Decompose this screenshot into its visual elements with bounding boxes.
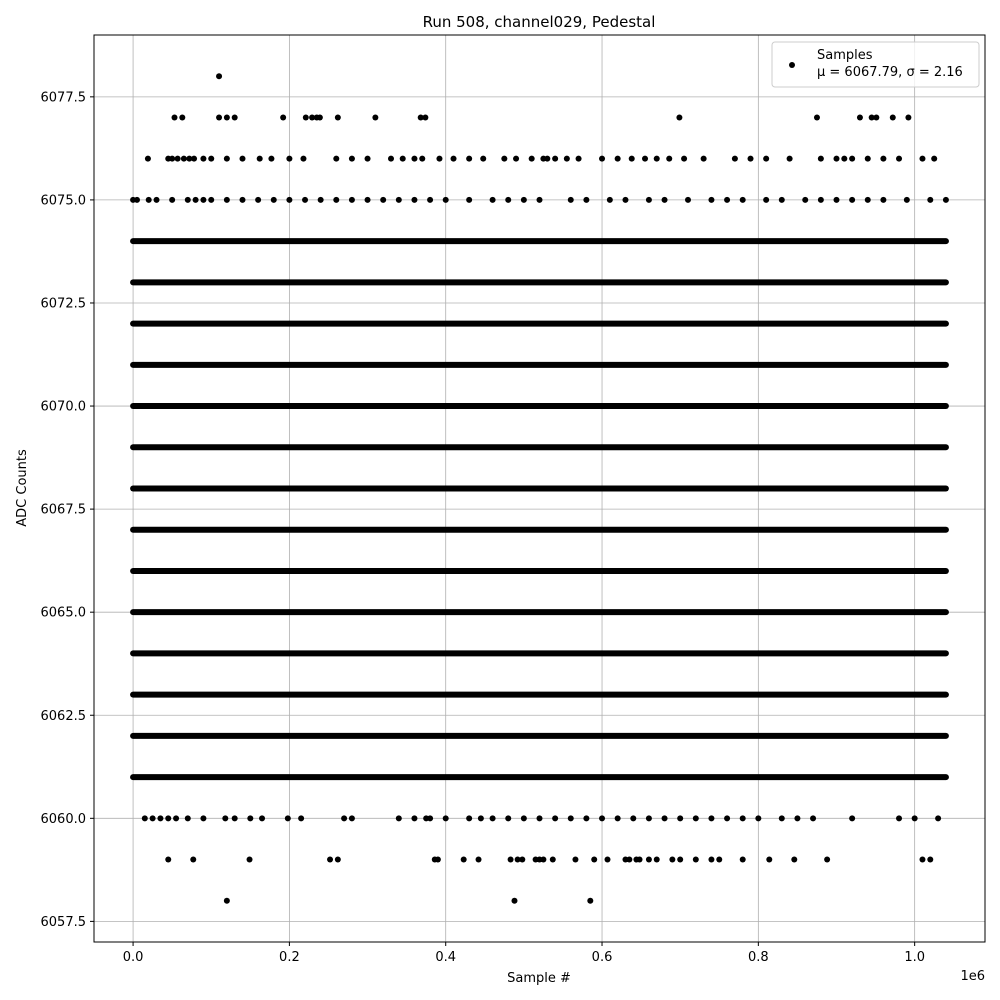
data-point (255, 197, 261, 203)
data-point (333, 197, 339, 203)
data-point (172, 114, 178, 120)
x-tick-label: 0.0 (122, 950, 144, 965)
data-point (257, 156, 263, 162)
data-point (818, 156, 824, 162)
data-point (411, 156, 417, 162)
data-point (931, 156, 937, 162)
data-point (701, 156, 707, 162)
data-point (224, 898, 230, 904)
data-point (200, 815, 206, 821)
data-point (583, 197, 589, 203)
data-point (615, 156, 621, 162)
data-point (505, 197, 511, 203)
data-point (681, 156, 687, 162)
data-point (327, 857, 333, 863)
data-point (529, 156, 535, 162)
data-point (568, 815, 574, 821)
data-point (740, 197, 746, 203)
data-point (134, 197, 140, 203)
data-point (200, 156, 206, 162)
data-point (880, 197, 886, 203)
data-point (890, 114, 896, 120)
data-point (427, 815, 433, 821)
data-point (630, 815, 636, 821)
data-point (564, 156, 570, 162)
data-point (599, 815, 605, 821)
data-point (708, 857, 714, 863)
data-point (693, 857, 699, 863)
data-point (286, 156, 292, 162)
y-tick-label: 6077.5 (40, 90, 86, 106)
data-point (676, 114, 682, 120)
data-point (335, 114, 341, 120)
y-tick-label: 6072.5 (40, 296, 86, 312)
data-point (834, 197, 840, 203)
data-point (443, 197, 449, 203)
data-point (740, 815, 746, 821)
data-point (824, 857, 830, 863)
data-point (865, 156, 871, 162)
data-point (912, 815, 918, 821)
legend (772, 42, 979, 87)
data-point (476, 857, 482, 863)
legend-series-name: Samples (817, 48, 873, 63)
data-point (191, 156, 197, 162)
x-tick-label: 1.0 (904, 950, 926, 965)
y-tick-label: 6065.0 (40, 605, 86, 621)
data-point (372, 114, 378, 120)
data-point (732, 156, 738, 162)
data-point (501, 156, 507, 162)
data-point (396, 197, 402, 203)
data-point (208, 197, 214, 203)
data-point (335, 857, 341, 863)
data-point (400, 156, 406, 162)
data-point (591, 857, 597, 863)
data-point (193, 197, 199, 203)
data-point (873, 114, 879, 120)
data-point (490, 815, 496, 821)
data-point (552, 156, 558, 162)
data-point (511, 898, 517, 904)
data-point (513, 156, 519, 162)
data-point (849, 197, 855, 203)
data-point (544, 156, 550, 162)
data-point (247, 815, 253, 821)
data-point (435, 857, 441, 863)
data-point (943, 197, 949, 203)
data-point (165, 815, 171, 821)
data-point (208, 156, 214, 162)
data-point (693, 815, 699, 821)
data-point (478, 815, 484, 821)
data-point (537, 815, 543, 821)
data-point (490, 197, 496, 203)
data-point (662, 815, 668, 821)
data-point (365, 156, 371, 162)
data-point (550, 857, 556, 863)
data-point (669, 857, 675, 863)
data-point (173, 815, 179, 821)
x-tick-label: 0.6 (591, 950, 613, 965)
data-point (646, 197, 652, 203)
data-point (810, 815, 816, 821)
data-point (716, 857, 722, 863)
data-point (766, 857, 772, 863)
data-point (568, 197, 574, 203)
data-point (181, 156, 187, 162)
data-point (748, 156, 754, 162)
data-point (466, 156, 472, 162)
data-point (280, 114, 286, 120)
data-point (615, 815, 621, 821)
data-point (763, 197, 769, 203)
legend-marker (789, 62, 795, 68)
data-point (411, 197, 417, 203)
data-point (232, 114, 238, 120)
data-point (646, 857, 652, 863)
data-point (708, 197, 714, 203)
y-tick-label: 6075.0 (40, 193, 86, 209)
data-point (333, 156, 339, 162)
data-point (224, 114, 230, 120)
data-point (685, 197, 691, 203)
data-point (461, 857, 467, 863)
data-point (154, 197, 160, 203)
data-point (145, 156, 151, 162)
data-point (271, 197, 277, 203)
data-point (791, 857, 797, 863)
data-point (677, 857, 683, 863)
data-point (303, 114, 309, 120)
data-point (317, 114, 323, 120)
data-point (814, 114, 820, 120)
data-point (919, 857, 925, 863)
data-point (662, 197, 668, 203)
data-point (724, 197, 730, 203)
data-point (677, 815, 683, 821)
data-point (185, 815, 191, 821)
data-point (380, 197, 386, 203)
data-point (190, 857, 196, 863)
data-point (919, 156, 925, 162)
legend-stats: μ = 6067.79, σ = 2.16 (817, 65, 963, 80)
y-tick-label: 6062.5 (40, 708, 86, 724)
data-point (654, 156, 660, 162)
data-point (222, 815, 228, 821)
data-point (935, 815, 941, 821)
data-point (142, 815, 148, 821)
data-point (622, 197, 628, 203)
data-point (849, 156, 855, 162)
data-point (185, 197, 191, 203)
data-point (298, 815, 304, 821)
data-point (365, 197, 371, 203)
data-point (150, 815, 156, 821)
data-point (157, 815, 163, 821)
data-point (451, 156, 457, 162)
data-point (834, 156, 840, 162)
data-point (224, 197, 230, 203)
x-tick-label: 0.2 (279, 950, 300, 965)
data-point (880, 156, 886, 162)
data-point (508, 857, 514, 863)
data-point (240, 156, 246, 162)
data-point (587, 898, 593, 904)
data-point (396, 815, 402, 821)
data-point (427, 197, 433, 203)
data-point (216, 114, 222, 120)
data-point (302, 197, 308, 203)
data-point (216, 73, 222, 79)
data-point (175, 156, 181, 162)
data-point (422, 114, 428, 120)
data-point (927, 197, 933, 203)
x-tick-label: 0.4 (435, 950, 457, 965)
y-tick-label: 6060.0 (40, 811, 86, 827)
data-point (224, 156, 230, 162)
data-point (583, 815, 589, 821)
data-point (349, 156, 355, 162)
data-point (740, 857, 746, 863)
data-point (466, 815, 472, 821)
data-point (521, 197, 527, 203)
data-point (388, 156, 394, 162)
data-point (905, 114, 911, 120)
data-point (259, 815, 265, 821)
y-tick-label: 6067.5 (40, 502, 86, 518)
data-point (779, 197, 785, 203)
data-point (637, 857, 643, 863)
data-point (646, 815, 652, 821)
data-point (724, 815, 730, 821)
data-point (268, 156, 274, 162)
data-point (537, 197, 543, 203)
data-point (802, 197, 808, 203)
data-point (599, 156, 605, 162)
data-point (165, 857, 171, 863)
data-point (466, 197, 472, 203)
data-point (654, 857, 660, 863)
data-point (349, 197, 355, 203)
data-point (818, 197, 824, 203)
data-point (240, 197, 246, 203)
data-point (419, 156, 425, 162)
data-point (349, 815, 355, 821)
data-point (794, 815, 800, 821)
data-point (857, 114, 863, 120)
data-point (552, 815, 558, 821)
data-point (436, 156, 442, 162)
data-point (521, 815, 527, 821)
data-point (505, 815, 511, 821)
data-point (341, 815, 347, 821)
data-point (904, 197, 910, 203)
chart-title: Run 508, channel029, Pedestal (422, 13, 656, 31)
data-point (318, 197, 324, 203)
data-point (480, 156, 486, 162)
data-point (519, 857, 525, 863)
data-point (841, 156, 847, 162)
x-axis-offset-label: 1e6 (960, 969, 985, 984)
data-point (247, 857, 253, 863)
data-point (629, 156, 635, 162)
data-point (576, 156, 582, 162)
data-point (607, 197, 613, 203)
data-point (146, 197, 152, 203)
data-point (927, 857, 933, 863)
data-point (232, 815, 238, 821)
data-point (763, 156, 769, 162)
data-point (896, 815, 902, 821)
x-tick-label: 0.8 (747, 950, 769, 965)
data-point (787, 156, 793, 162)
data-point (540, 857, 546, 863)
data-point (896, 156, 902, 162)
data-point (200, 197, 206, 203)
data-point (411, 815, 417, 821)
data-point (755, 815, 761, 821)
x-axis-label: Sample # (507, 971, 571, 986)
data-point (572, 857, 578, 863)
data-point (169, 197, 175, 203)
data-point (179, 114, 185, 120)
data-point (865, 197, 871, 203)
data-point (666, 156, 672, 162)
data-point (708, 815, 714, 821)
data-point (642, 156, 648, 162)
data-point (169, 156, 175, 162)
data-point (285, 815, 291, 821)
data-point (626, 857, 632, 863)
data-point (779, 815, 785, 821)
data-point (849, 815, 855, 821)
data-point (286, 197, 292, 203)
data-point (443, 815, 449, 821)
data-point (604, 857, 610, 863)
y-axis-label: ADC Counts (15, 449, 30, 527)
y-tick-label: 6070.0 (40, 399, 86, 415)
data-point (300, 156, 306, 162)
y-tick-label: 6057.5 (40, 914, 86, 930)
